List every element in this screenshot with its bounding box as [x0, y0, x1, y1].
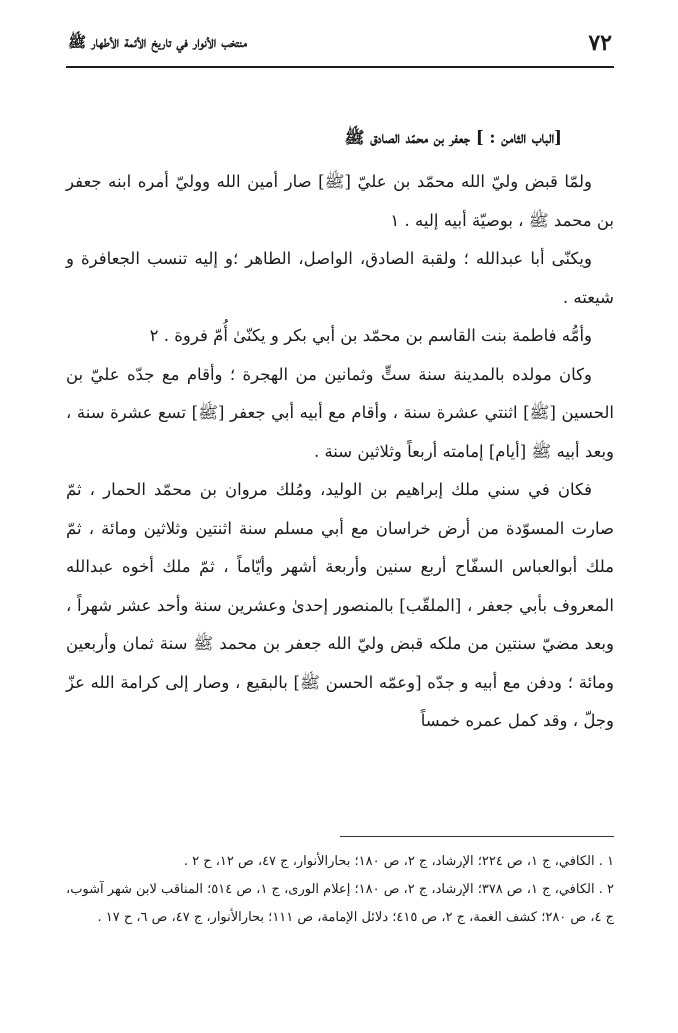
footnote: ٢ . الكافي، ج ١، ص ٣٧٨؛ الإرشاد، ج ٢، ص ١٨٠؛ إعلام الورى، ج ١، ص ٥١٤؛ المناقب لابن شهر آشوب، ج ٤، ص ٢٨٠؛ كشف الغمة، ج ٢، ص ٤١٥؛ دلائل الإمامة، ص ١١١؛ بحارالأنوار، ج ٤٧، ص ٦، ح ١٧ .	[66, 882, 615, 925]
footnote-rule	[340, 836, 614, 837]
page-header	[66, 30, 614, 64]
chapter-heading: [الباب الثامن : ] جعفر بن محمّد الصادق ﷺ	[344, 128, 562, 147]
body-text	[66, 163, 614, 741]
footnote: ١ . الكافي، ج ١، ص ٢٢٤؛ الإرشاد، ج ٢، ص ١٨٠؛ بحارالأنوار، ج ٤٧، ص ١٢، ح ٢ .	[183, 854, 614, 869]
paragraph: ويكنّى أبا عبدالله ؛ ولقبة الصادق، الواصل، الطاهر ؛و إليه تنسب الجعافرة و شيعته .	[66, 249, 614, 307]
paragraph: وكان مولده بالمدينة سنة ستٍّ وثمانين من الهجرة ؛ وأقام مع جدّه عليّ بن الحسين [ﷺ] اثنتي عشرة سنة ، وأقام مع أبيه أبي جعفر [ﷺ] تسع عشرة سنة ، وبعد أبيه ﷺ [أيام] إمامته أربعاً وثلاثين سنة .	[66, 364, 614, 461]
paragraph: ولمّا قبض وليّ الله محمّد بن عليّ [ﷺ] صار أمين الله ووليّ أمره ابنه جعفر بن محمد ﷺ ، بوصيّة أبيه إليه . ١	[66, 172, 614, 230]
footnotes	[66, 848, 614, 932]
page-number: ٧٢	[588, 30, 612, 56]
paragraph: فكان في سني ملك إبراهيم بن الوليد، ومُلك مروان بن محمّد الحمار ، ثمّ صارت المسوّدة من أرض خراسان مع أبي مسلم سنة اثنتين وثلاثين ومائة ، ثمّ ملك أبوالعباس السفّاح أربع سنين وأربعة أشهر وأيّاماً ، ثمّ ملك أخوه عبدالله المعروف بأبي جعفر ، [الملقّب] بالمنصور إحدىٰ وعشرين سنة وأحد عشر شهراً ، وبعد مضيّ سنتين من ملكه قبض وليّ الله جعفر بن محمد ﷺ سنة ثمان وأربعين ومائة ؛ ودفن مع أبيه و جدّه [وعمّه الحسن ﷺ] بالبقيع ، وصار إلى كرامة الله عزّ وجلّ ، وقد كمل عمره خمساً	[66, 480, 614, 730]
header-rule	[66, 66, 614, 68]
running-head: منتخب الأنوار في تاريخ الأئمة الأطهار ﷺ	[68, 33, 247, 51]
paragraph: وأمُّه فاطمة بنت القاسم بن محمّد بن أبي بكر و يكنّىٰ أُمّ فروة . ٢	[149, 326, 592, 345]
